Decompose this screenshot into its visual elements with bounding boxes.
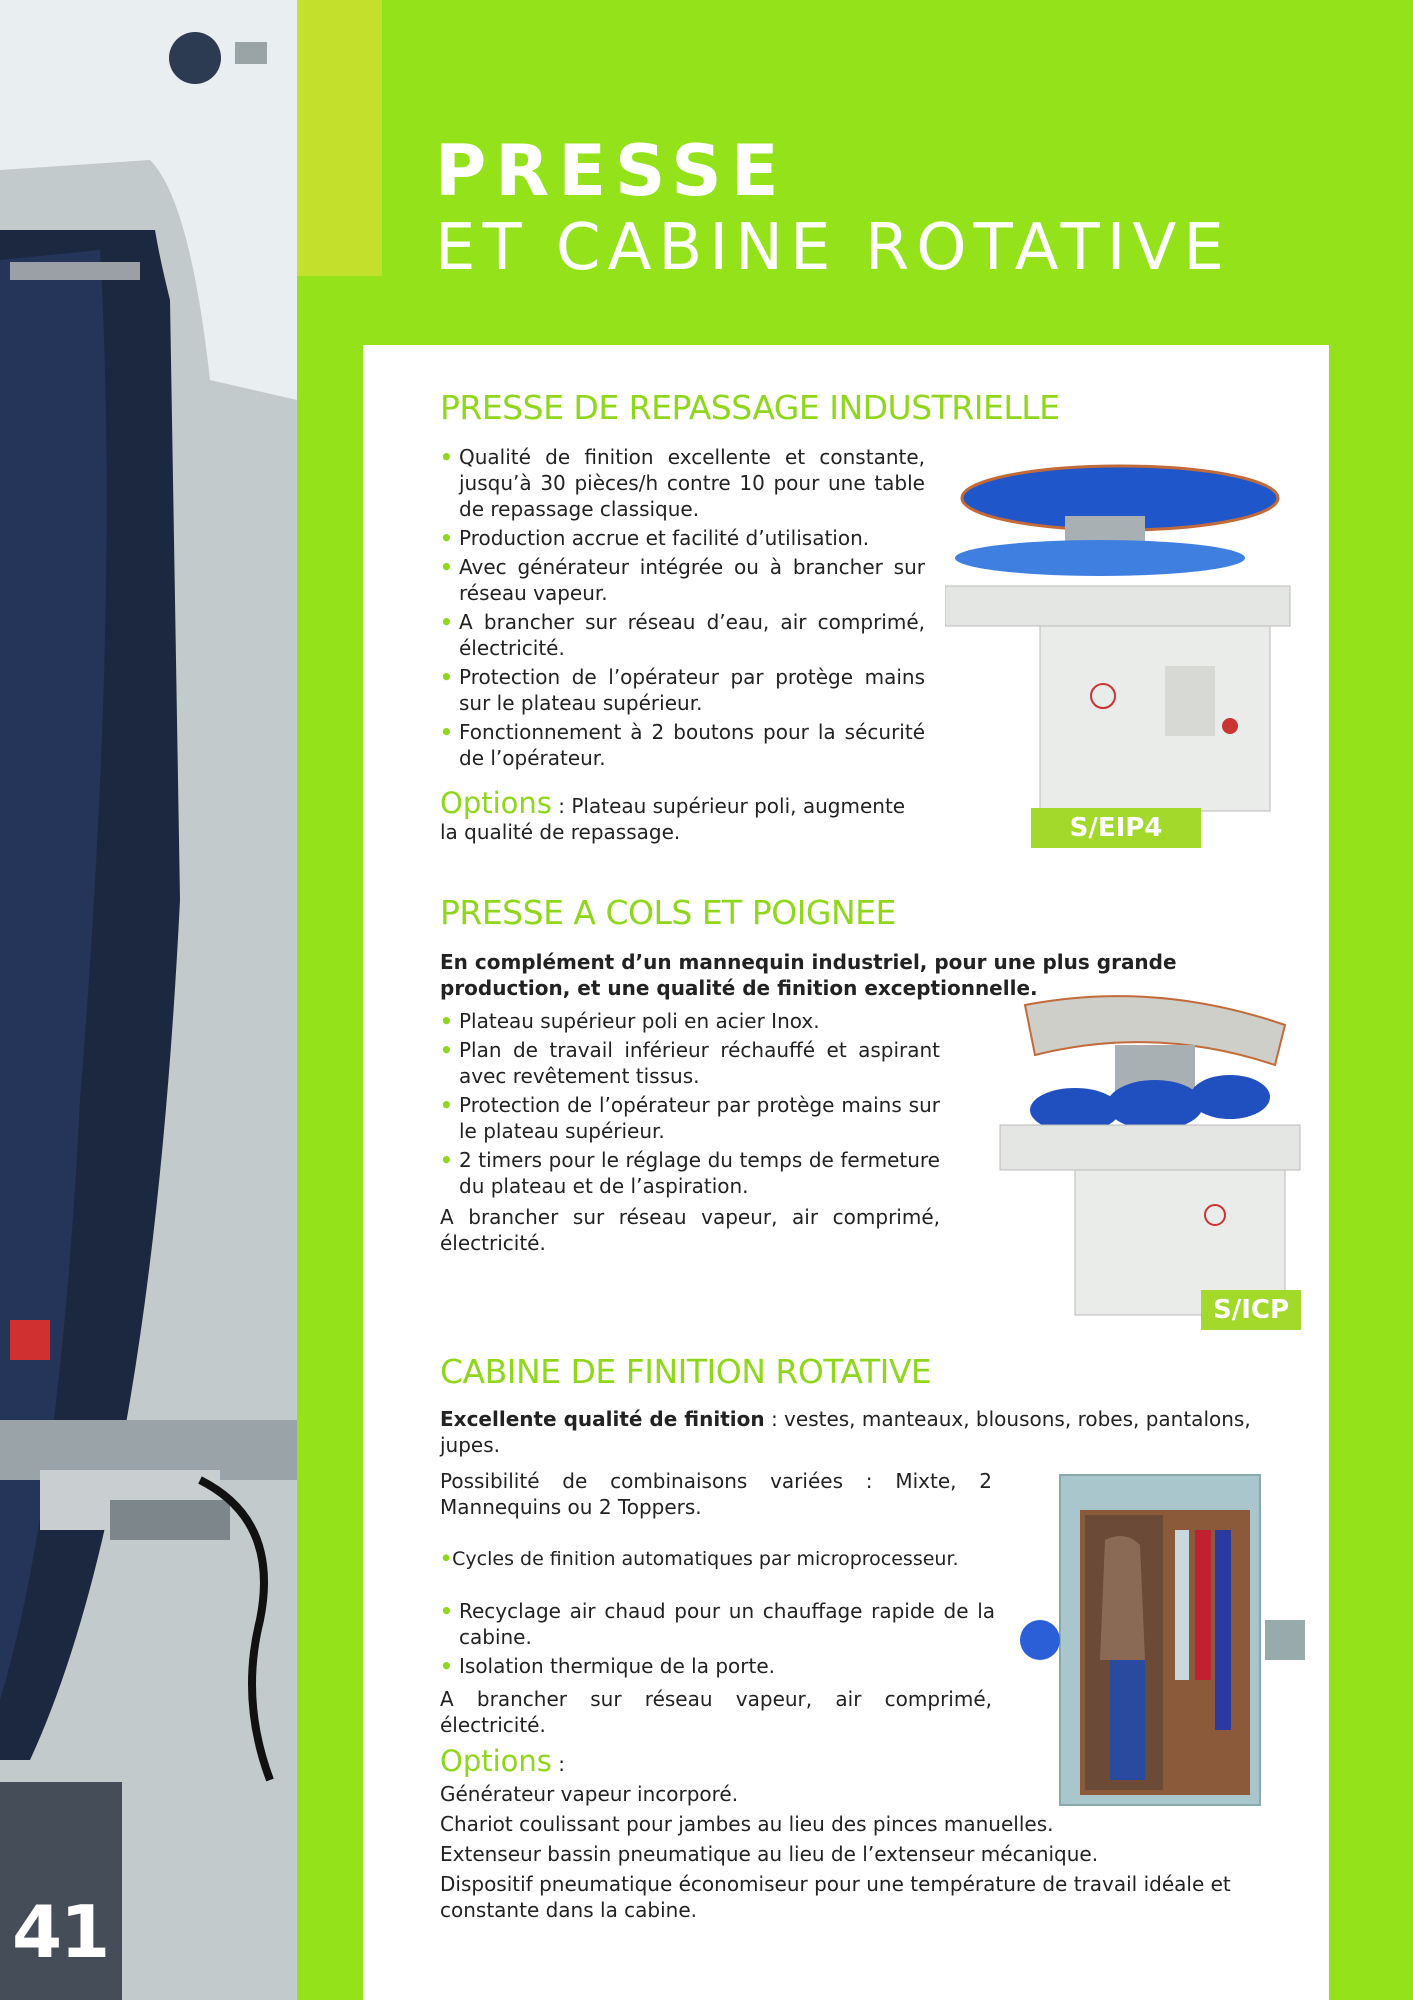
product-tag-icp: S/ICP: [1201, 1290, 1301, 1330]
section-intro: En complément d’un mannequin industriel, pour une plus grande production, et une qualité de finition exceptionnelle.: [440, 950, 1177, 1000]
page-title-line2: ET CABINE ROTATIVE: [435, 211, 1231, 285]
list-item: • 2 timers pour le réglage du temps de fermeture du plateau et de l’aspiration.: [440, 1148, 940, 1198]
section-title: PRESSE A COLS ET POIGNEE: [440, 893, 896, 932]
list-item: • Plan de travail inférieur réchauffé et aspirant avec revêtement tissus.: [440, 1038, 940, 1088]
list-item: • Protection de l’opérateur par protège mains sur le plateau supérieur.: [440, 1093, 940, 1143]
section-title: PRESSE DE REPASSAGE INDUSTRIELLE: [440, 388, 1060, 427]
list-item: • Plateau supérieur poli en acier Inox.: [440, 1009, 820, 1033]
green-accent-block: [297, 0, 382, 276]
section-intro: Excellente qualité de finition : vestes, manteaux, blousons, robes, pantalons, jupes.: [440, 1407, 1251, 1457]
options-text: : Plateau supérieur poli, augmente la qualité de repassage.: [440, 794, 906, 844]
list-item: • Isolation thermique de la porte.: [440, 1654, 775, 1678]
section-title: CABINE DE FINITION ROTATIVE: [440, 1352, 932, 1391]
list-item: • A brancher sur réseau d’eau, air comprimé, électricité.: [440, 610, 925, 660]
connection-note: A brancher sur réseau vapeur, air comprimé, électricité.: [440, 1687, 992, 1737]
feature-list: [440, 444, 925, 774]
list-item: • Protection de l’opérateur par protège mains sur le plateau supérieur.: [440, 665, 925, 715]
options-note: [440, 786, 925, 845]
options-label: Options: [440, 786, 552, 820]
rotative-cabin-image: [1010, 1470, 1312, 1810]
option-item: Dispositif pneumatique économiseur pour une température de travail idéale et constante dans la cabine.: [440, 1872, 1231, 1922]
page-number: 41: [12, 1890, 109, 1974]
list-item: • Fonctionnement à 2 boutons pour la sécurité de l’opérateur.: [440, 720, 925, 770]
option-item: Générateur vapeur incorporé.: [440, 1782, 739, 1806]
options-block: Options : Générateur vapeur incorporé. Chariot coulissant pour jambes au lieu des pinces manuelles. Extenseur bassin pneumatique au lieu de l’extenseur mécanique. Dispositif pneumatique économiseur pour une température de travail idéale et constante dans la cabine.: [440, 1748, 1280, 1923]
list-item: • Production accrue et facilité d’utilisation.: [440, 526, 870, 550]
option-item: Chariot coulissant pour jambes au lieu des pinces manuelles.: [440, 1812, 1054, 1836]
cycles-text: •Cycles de finition automatiques par microprocesseur.: [440, 1548, 959, 1570]
connection-note: A brancher sur réseau vapeur, air comprimé, électricité.: [440, 1205, 940, 1255]
list-item: • Avec générateur intégrée ou à brancher sur réseau vapeur.: [440, 555, 925, 605]
list-item: • Recyclage air chaud pour un chauffage rapide de la cabine.: [440, 1599, 995, 1649]
press-icp-image: [995, 985, 1315, 1325]
page-title-line1: PRESSE: [435, 130, 788, 212]
list-item: • Qualité de finition excellente et constante, jusqu’à 30 pièces/h contre 10 pour une table de repassage classique.: [440, 445, 925, 521]
combinations-text: Possibilité de combinaisons variées : Mixte, 2 Mannequins ou 2 Toppers.: [440, 1469, 992, 1519]
feature-list: [440, 1598, 995, 1682]
press-eip4-image: [945, 436, 1295, 816]
side-photo: [0, 0, 297, 2000]
options-label: Options: [440, 1744, 552, 1778]
product-tag-eip4: S/EIP4: [1031, 808, 1201, 848]
feature-list: [440, 1008, 940, 1202]
option-item: Extenseur bassin pneumatique au lieu de l’extenseur mécanique.: [440, 1842, 1099, 1866]
